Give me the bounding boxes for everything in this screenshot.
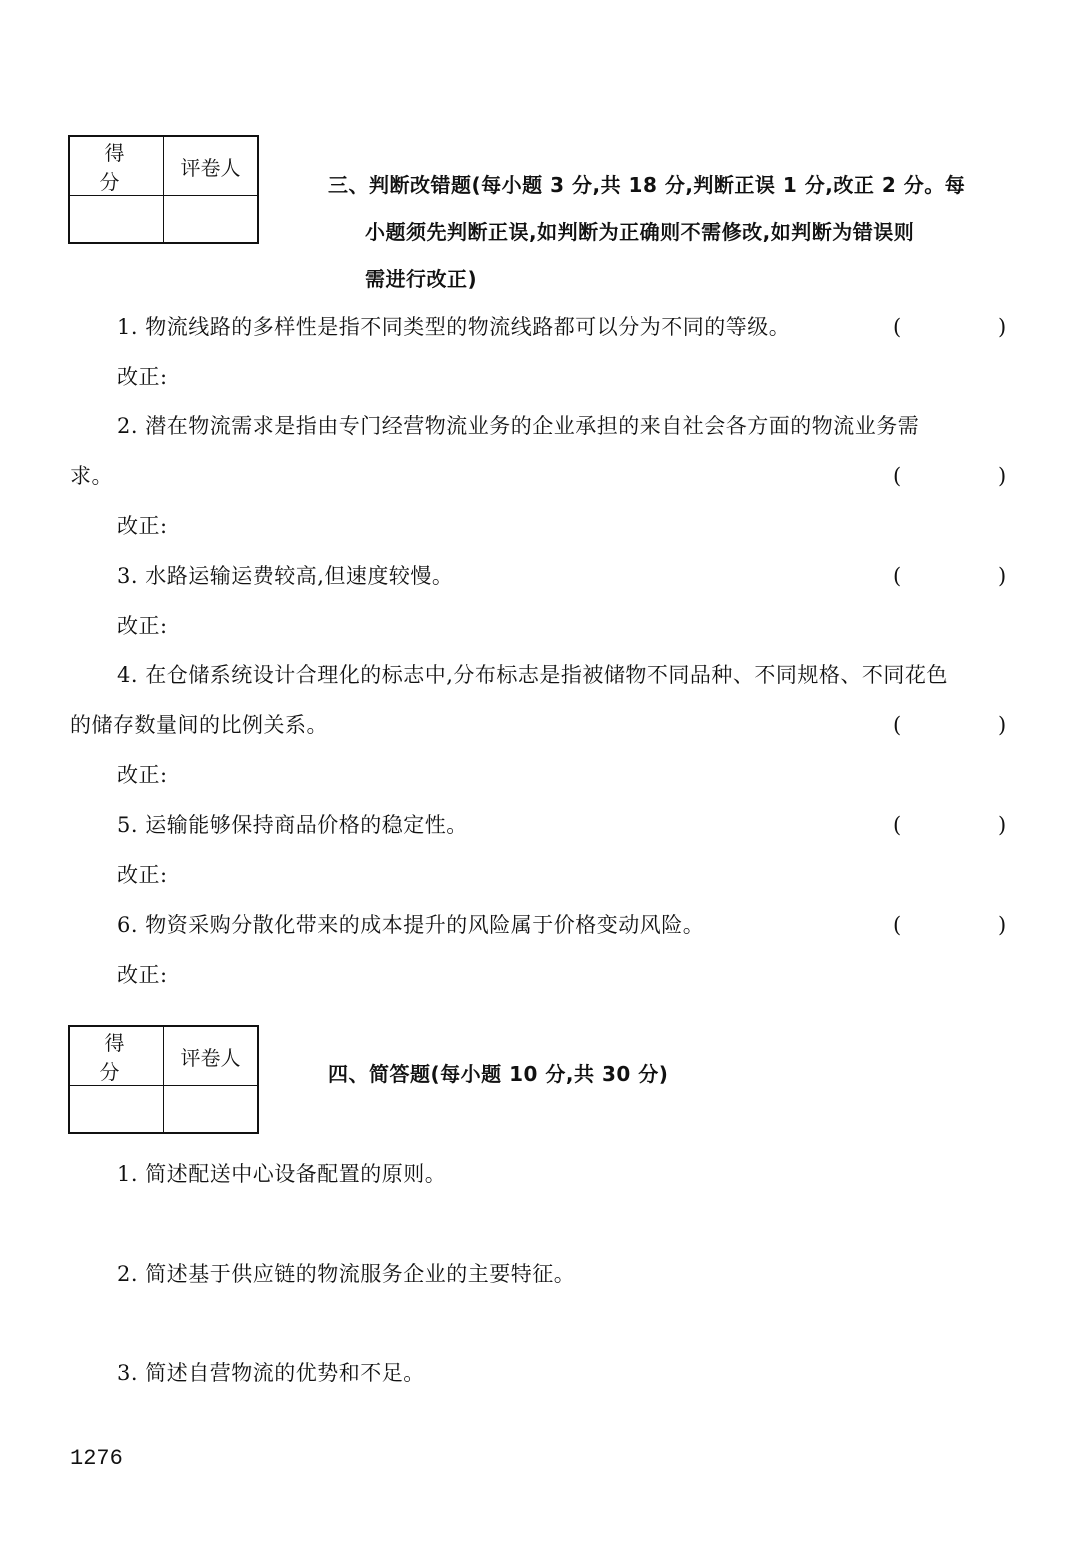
question-5: 5. 运输能够保持商品价格的稳定性。 bbox=[117, 813, 468, 837]
short-answer-1: 1. 简述配送中心设备配置的原则。 bbox=[117, 1162, 447, 1186]
score-cell[interactable] bbox=[69, 196, 164, 244]
question-2-line1: 2. 潜在物流需求是指由专门经营物流业务的企业承担的来自社会各方面的物流业务需 bbox=[117, 414, 920, 438]
answer-close-paren-3: ) bbox=[998, 564, 1007, 588]
answer-close-paren-4: ) bbox=[998, 713, 1007, 737]
question-4-line1: 4. 在仓储系统设计合理化的标志中,分布标志是指被储物不同品种、不同规格、不同花色 bbox=[117, 663, 948, 687]
page-number: 1276 bbox=[70, 1446, 123, 1471]
score-box-section3 bbox=[68, 135, 259, 244]
question-1: 1. 物流线路的多样性是指不同类型的物流线路都可以分为不同的等级。 bbox=[117, 315, 791, 339]
question-2-line2: 求。 bbox=[70, 464, 113, 488]
score-header: 得 分 bbox=[69, 136, 164, 196]
question-4-line2: 的储存数量间的比例关系。 bbox=[70, 713, 328, 737]
score-header: 得 分 bbox=[69, 1026, 164, 1086]
correction-label-3: 改正: bbox=[117, 614, 168, 638]
correction-label-2: 改正: bbox=[117, 514, 168, 538]
correction-label-5: 改正: bbox=[117, 863, 168, 887]
answer-close-paren-6: ) bbox=[998, 913, 1007, 937]
answer-close-paren-5: ) bbox=[998, 813, 1007, 837]
question-6: 6. 物资采购分散化带来的成本提升的风险属于价格变动风险。 bbox=[117, 913, 705, 937]
score-cell[interactable] bbox=[69, 1086, 164, 1134]
correction-label-1: 改正: bbox=[117, 365, 168, 389]
answer-open-paren-6: ( bbox=[893, 913, 902, 937]
section3-title-line1: 三、判断改错题(每小题 3 分,共 18 分,判断正误 1 分,改正 2 分。每 bbox=[328, 173, 966, 197]
correction-label-4: 改正: bbox=[117, 763, 168, 787]
answer-open-paren-2: ( bbox=[893, 464, 902, 488]
short-answer-3: 3. 简述自营物流的优势和不足。 bbox=[117, 1361, 425, 1385]
correction-label-6: 改正: bbox=[117, 963, 168, 987]
grader-cell[interactable] bbox=[164, 1086, 259, 1134]
grader-cell[interactable] bbox=[164, 196, 259, 244]
answer-open-paren-1: ( bbox=[893, 315, 902, 339]
question-3: 3. 水路运输运费较高,但速度较慢。 bbox=[117, 564, 454, 588]
short-answer-2: 2. 简述基于供应链的物流服务企业的主要特征。 bbox=[117, 1262, 576, 1286]
grader-header: 评卷人 bbox=[164, 1026, 259, 1086]
answer-open-paren-3: ( bbox=[893, 564, 902, 588]
answer-open-paren-5: ( bbox=[893, 813, 902, 837]
answer-close-paren-2: ) bbox=[998, 464, 1007, 488]
section3-title-line3: 需进行改正) bbox=[365, 267, 478, 291]
section4-title: 四、简答题(每小题 10 分,共 30 分) bbox=[328, 1062, 669, 1086]
answer-open-paren-4: ( bbox=[893, 713, 902, 737]
section3-title-line2: 小题须先判断正误,如判断为正确则不需修改,如判断为错误则 bbox=[365, 220, 915, 244]
score-box-section4 bbox=[68, 1025, 259, 1134]
answer-close-paren-1: ) bbox=[998, 315, 1007, 339]
grader-header: 评卷人 bbox=[164, 136, 259, 196]
